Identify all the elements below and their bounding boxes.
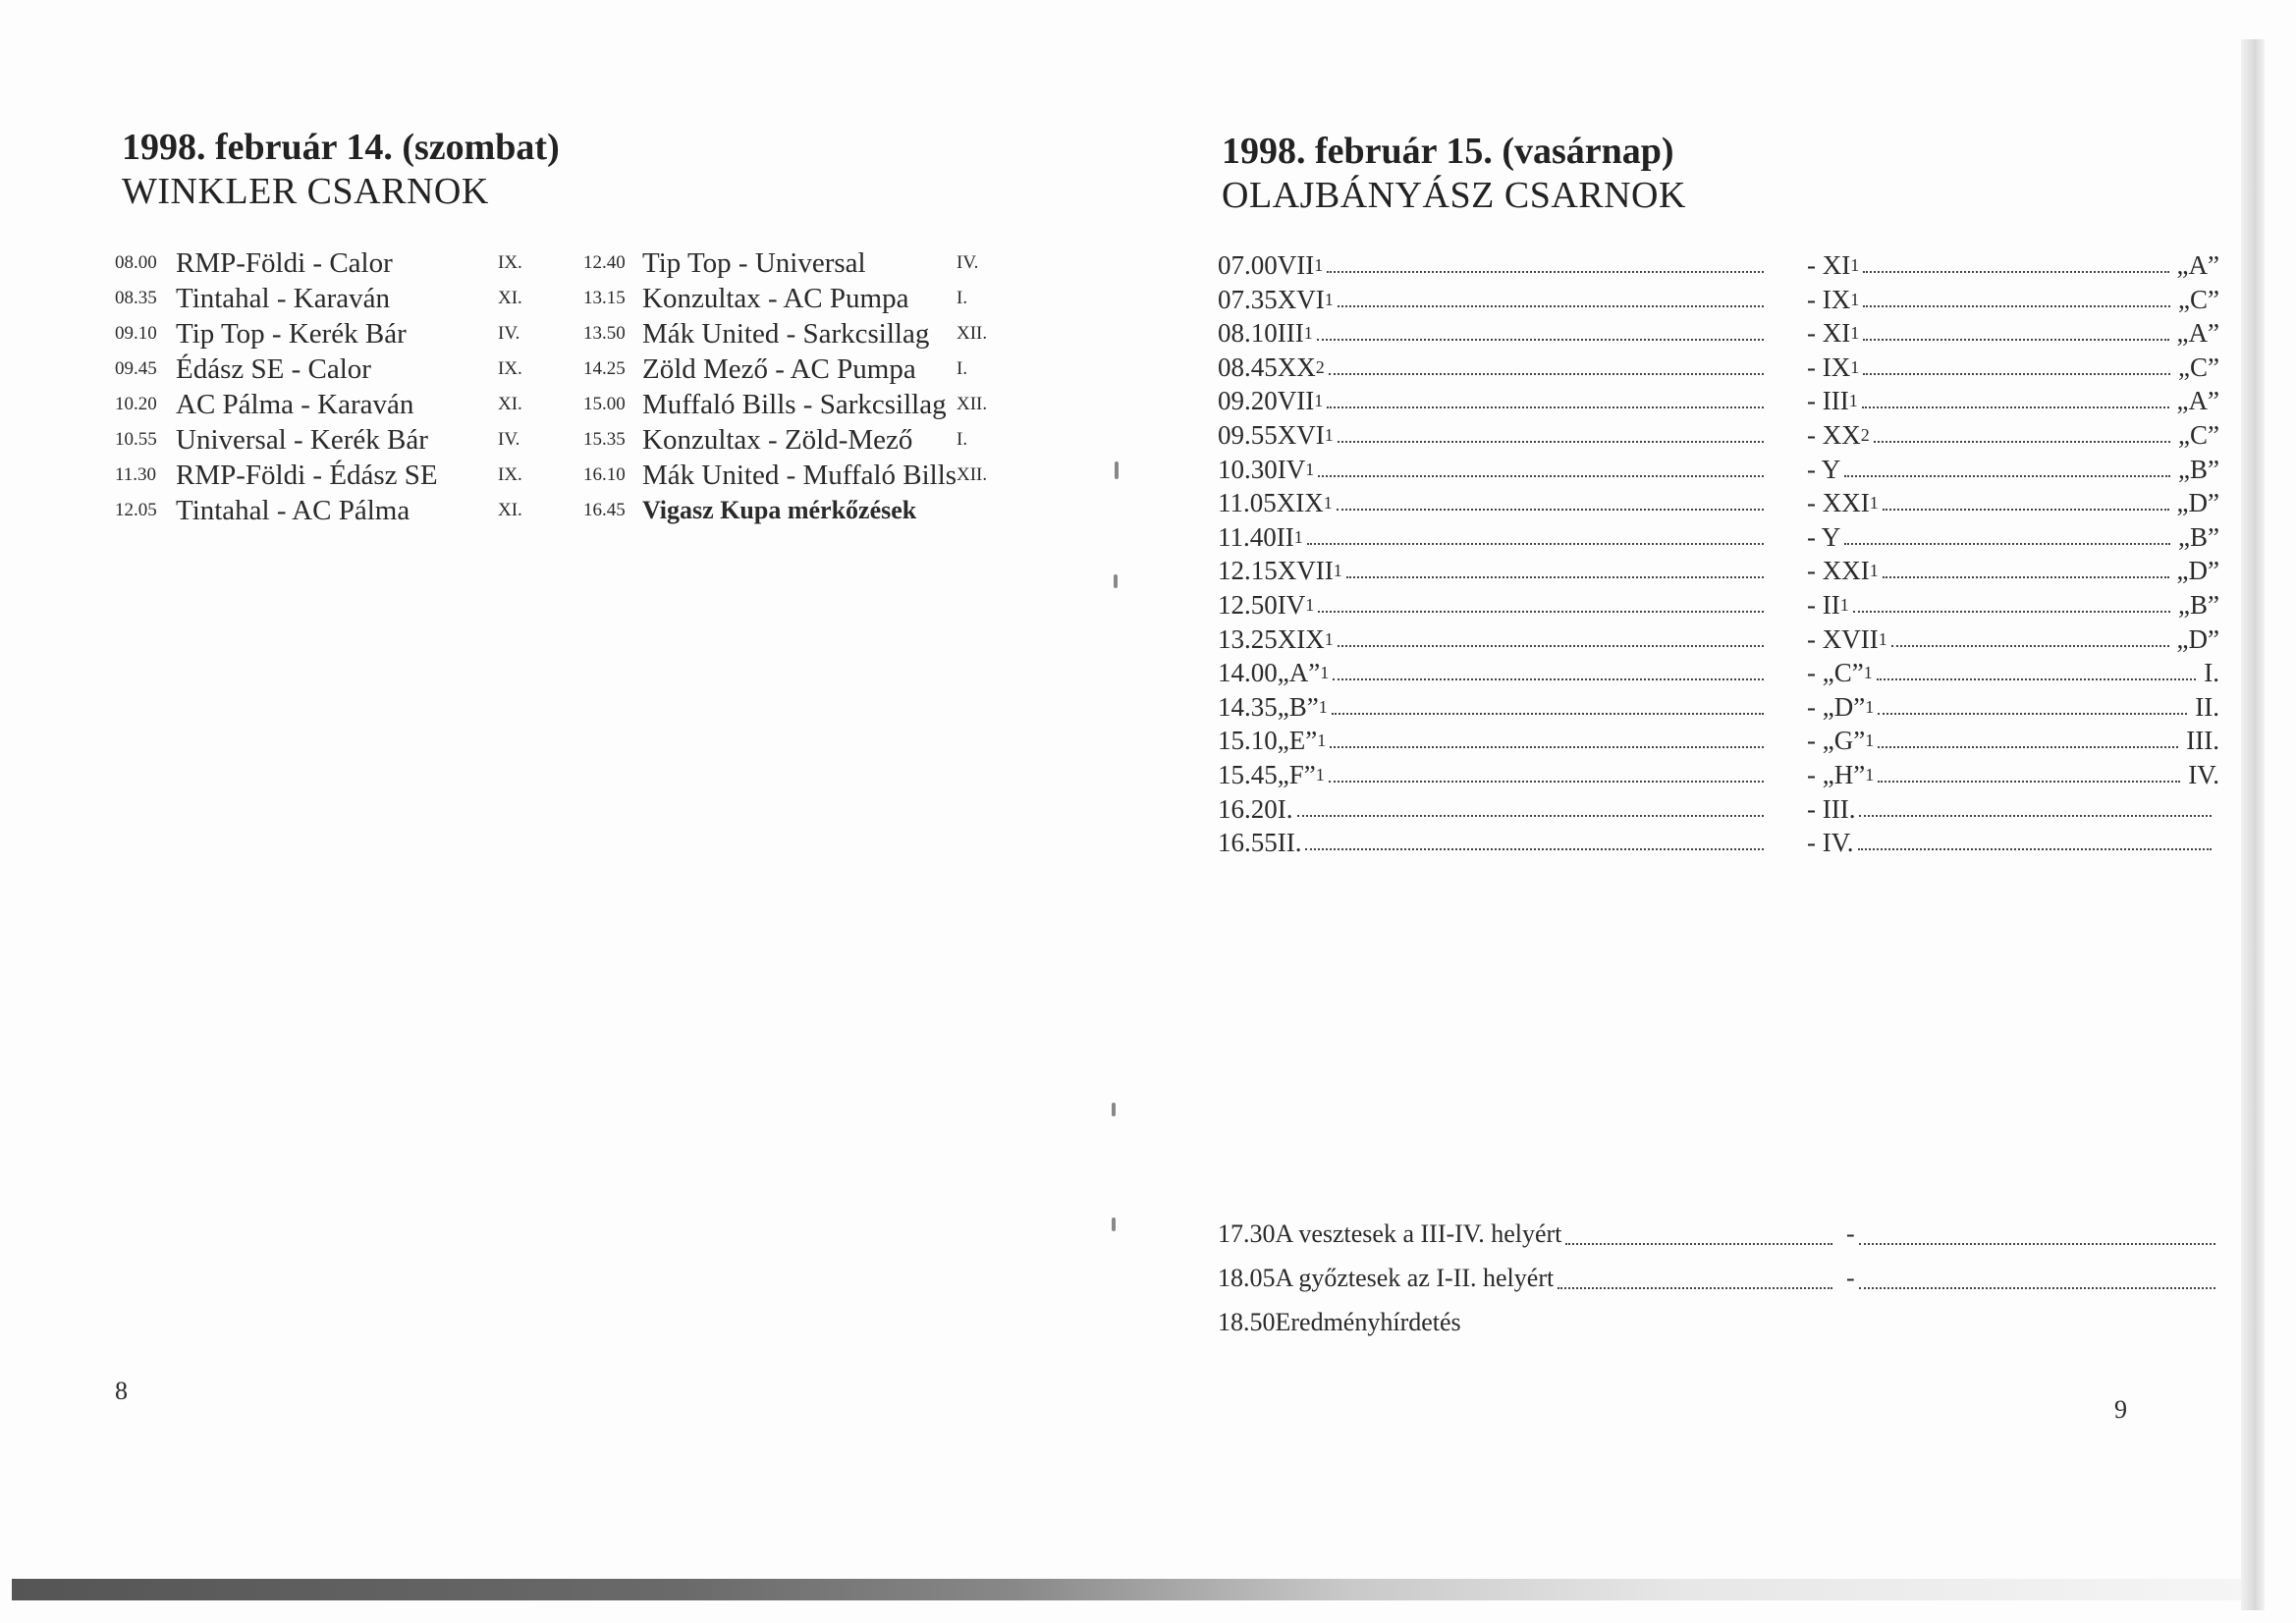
match-row (115, 387, 537, 422)
match-row (583, 493, 1015, 528)
final-row (1218, 1259, 2219, 1303)
away-team-index: 1 (1869, 493, 1879, 514)
match-home (1218, 758, 1768, 791)
away-team-index: 1 (1869, 561, 1879, 581)
match-time: 08.10 (1218, 318, 1278, 349)
match-away (1807, 384, 2219, 417)
dotted-leader (1337, 486, 1764, 511)
match-group: XI. (498, 394, 522, 414)
home-team-index: 1 (1324, 424, 1334, 445)
home-team: IV (1277, 454, 1306, 484)
match-teams: Konzultax - AC Pumpa (642, 283, 909, 314)
match-home (1218, 656, 1768, 689)
match-away (1807, 622, 2219, 656)
away-team: - III. (1807, 793, 1856, 824)
match-time: 09.55 (1218, 419, 1278, 450)
match-time: 12.15 (1218, 556, 1278, 586)
away-team: - „D” (1807, 691, 1866, 722)
match-group: IV. (957, 252, 979, 273)
match-teams: Mák United - Sarkcsillag (642, 318, 930, 350)
home-team: II (1276, 521, 1294, 552)
dotted-leader (1878, 758, 2180, 783)
match-row (1218, 520, 2219, 555)
match-time: 08.00 (115, 252, 157, 273)
final-result: - (1846, 1259, 2219, 1298)
match-group: II. (2195, 691, 2219, 722)
match-group: IX. (498, 358, 522, 379)
left-page (0, 0, 1110, 1571)
match-home (1218, 826, 1768, 859)
home-team-index: 1 (1314, 255, 1324, 275)
match-away (1807, 351, 2219, 384)
match-time: 09.20 (1218, 386, 1278, 416)
match-teams: RMP-Földi - Édász SE (176, 460, 438, 491)
away-team: - II (1807, 589, 1840, 620)
match-group: I. (957, 358, 968, 379)
final-row (1218, 1303, 2219, 1347)
match-time: 14.35 (1218, 691, 1278, 722)
dotted-leader (1891, 622, 2169, 647)
match-time: 09.10 (115, 323, 157, 344)
match-teams: Tintahal - Karaván (176, 283, 390, 314)
match-group: „C” (2178, 419, 2219, 450)
match-row (1218, 248, 2219, 283)
dotted-leader (1863, 248, 2168, 273)
match-time: 10.30 (1218, 454, 1278, 484)
match-group: XI. (498, 288, 522, 308)
dotted-leader (1844, 520, 2170, 545)
dotted-leader (1327, 248, 1764, 273)
away-team-index: 1 (1865, 730, 1875, 751)
home-team-index: 1 (1314, 391, 1324, 411)
match-group: „B” (2178, 589, 2219, 620)
match-home (1218, 316, 1768, 350)
home-team-index: 1 (1303, 323, 1313, 344)
match-time: 16.10 (583, 464, 626, 485)
away-team-index: 1 (1865, 696, 1875, 717)
match-time: 11.30 (115, 464, 157, 485)
match-home (1218, 384, 1768, 417)
match-home (1218, 724, 1768, 757)
match-group: „B” (2178, 521, 2219, 552)
home-team: XVI (1277, 284, 1325, 314)
home-team: XVII (1277, 556, 1334, 586)
match-row (1218, 792, 2219, 827)
match-row (583, 387, 1015, 422)
match-row (1218, 622, 2219, 657)
away-team: - „H” (1807, 759, 1866, 789)
match-row (1218, 588, 2219, 622)
home-team: XX (1277, 352, 1316, 382)
dotted-leader (1565, 1215, 1832, 1245)
match-row (115, 281, 537, 316)
dotted-leader (1883, 554, 2169, 578)
match-row (1218, 656, 2219, 690)
match-away (1807, 588, 2219, 622)
match-time: 11.05 (1218, 488, 1277, 518)
home-team-index: 1 (1318, 696, 1328, 717)
match-away (1807, 724, 2219, 757)
match-row (115, 458, 537, 493)
match-teams: Édász SE - Calor (176, 353, 371, 385)
match-away (1807, 248, 2219, 282)
match-home (1218, 486, 1768, 519)
match-teams: Mák United - Muffaló Bills (642, 460, 957, 491)
dotted-leader (1883, 486, 2169, 511)
match-group: XII. (957, 464, 988, 485)
final-desc (1218, 1303, 1836, 1342)
dotted-leader (1329, 351, 1764, 375)
home-team: XVI (1277, 419, 1325, 450)
final-time: 18.50 (1218, 1308, 1276, 1336)
match-group: „D” (2176, 623, 2219, 654)
match-group: IV. (498, 429, 520, 450)
match-teams: Vigasz Kupa mérkőzések (642, 496, 917, 524)
final-text: A vesztesek a III-IV. helyért (1275, 1219, 1562, 1248)
home-team-index: 1 (1324, 289, 1334, 309)
match-time: 15.45 (1218, 759, 1278, 789)
dotted-leader (1878, 690, 2187, 715)
right-page (1110, 0, 2241, 1571)
match-row (1218, 384, 2219, 418)
away-team: - IX (1807, 352, 1851, 382)
final-result: - (1846, 1215, 2219, 1254)
final-text: A győztesek az I-II. helyért (1275, 1264, 1555, 1292)
away-team-index: 1 (1850, 323, 1860, 344)
match-group: IV. (498, 323, 520, 344)
away-team: - XXI (1807, 556, 1870, 586)
home-team-index: 2 (1315, 356, 1325, 377)
match-group: IV. (2188, 759, 2219, 789)
dotted-leader (1858, 826, 2212, 850)
match-home (1218, 588, 1768, 622)
match-group: XII. (957, 394, 988, 414)
away-team: - XI (1807, 250, 1851, 280)
away-team: - XX (1807, 419, 1861, 450)
away-team: - XXI (1807, 488, 1870, 518)
match-group: „A” (2176, 250, 2219, 280)
home-team-index: 1 (1293, 526, 1303, 547)
match-home (1218, 283, 1768, 316)
match-row (583, 316, 1015, 352)
match-away (1807, 316, 2219, 350)
dotted-leader (1844, 453, 2170, 477)
match-group: I. (957, 288, 968, 308)
match-home (1218, 418, 1768, 452)
match-time: 07.35 (1218, 284, 1278, 314)
home-team-index: 1 (1324, 628, 1334, 649)
match-time: 10.55 (115, 429, 157, 450)
match-row (1218, 758, 2219, 792)
away-team-index: 1 (1865, 764, 1875, 784)
dotted-leader (1863, 351, 2170, 375)
dotted-leader (1862, 384, 2169, 408)
home-team: „B” (1277, 691, 1319, 722)
home-team: II. (1277, 828, 1302, 858)
match-group: I. (957, 429, 968, 450)
dotted-leader (1327, 384, 1764, 408)
dotted-leader (1318, 453, 1764, 477)
match-row (115, 422, 537, 458)
match-home (1218, 792, 1768, 826)
away-team-index: 1 (1850, 255, 1860, 275)
away-team: - IV. (1807, 828, 1854, 858)
match-away (1807, 283, 2219, 316)
match-away (1807, 554, 2219, 587)
match-time: 09.45 (115, 358, 157, 379)
home-team: „E” (1277, 726, 1318, 756)
match-row (1218, 826, 2219, 860)
dotted-leader (1305, 826, 1764, 850)
match-time: 16.20 (1218, 793, 1278, 824)
match-group: „B” (2178, 454, 2219, 484)
final-time: 17.30 (1218, 1219, 1276, 1248)
match-row (1218, 554, 2219, 588)
match-home (1218, 453, 1768, 486)
match-time: 12.50 (1218, 589, 1278, 620)
match-teams: Muffaló Bills - Sarkcsillag (642, 389, 947, 420)
away-team-index: 1 (1878, 628, 1887, 649)
away-team: - „C” (1807, 658, 1864, 688)
match-group: XI. (498, 500, 522, 520)
match-home (1218, 351, 1768, 384)
match-away (1807, 758, 2219, 791)
schedule-column-1 (115, 245, 537, 528)
final-row (1218, 1215, 2219, 1259)
home-team-index: 1 (1305, 459, 1315, 479)
match-group: III. (2186, 726, 2219, 756)
match-time: 15.10 (1218, 726, 1278, 756)
match-time: 15.00 (583, 394, 626, 414)
home-team: I. (1277, 793, 1293, 824)
schedule-column-2 (583, 245, 1015, 528)
match-row (583, 245, 1015, 281)
match-time: 16.45 (583, 500, 626, 520)
match-group: I. (2204, 658, 2219, 688)
dotted-leader (1346, 554, 1764, 578)
match-row (1218, 486, 2219, 520)
match-away (1807, 453, 2219, 486)
match-group: IX. (498, 464, 522, 485)
dotted-leader (1338, 418, 1764, 443)
match-row (1218, 453, 2219, 487)
match-group: „A” (2176, 318, 2219, 349)
match-row (1218, 724, 2219, 758)
match-time: 08.45 (1218, 352, 1278, 382)
match-row (115, 352, 537, 387)
dotted-leader (1877, 656, 2197, 680)
match-time: 13.50 (583, 323, 626, 344)
match-teams: Zöld Mező - AC Pumpa (642, 353, 916, 385)
home-team: XIX (1277, 623, 1325, 654)
match-time: 12.40 (583, 252, 626, 273)
final-time: 18.05 (1218, 1264, 1276, 1292)
page-number-left: 8 (115, 1377, 128, 1405)
match-time: 07.00 (1218, 250, 1278, 280)
home-team: XIX (1276, 488, 1324, 518)
away-team: - XI (1807, 318, 1851, 349)
dotted-leader (1878, 724, 2178, 748)
dotted-leader (1297, 792, 1765, 817)
right-page-hall: OLAJBÁNYÁSZ CSARNOK (1222, 175, 1686, 216)
dotted-leader (1330, 724, 1764, 748)
dotted-leader (1863, 316, 2168, 341)
dotted-leader (1859, 1259, 2215, 1289)
home-team: IV (1277, 589, 1306, 620)
match-away (1807, 520, 2219, 554)
match-time: 12.05 (115, 500, 157, 520)
home-team-index: 1 (1305, 594, 1315, 615)
match-group (2215, 826, 2219, 859)
match-time: 13.25 (1218, 623, 1278, 654)
match-group (2215, 792, 2219, 826)
match-home (1218, 520, 1768, 554)
match-teams: Tintahal - AC Pálma (176, 495, 410, 526)
match-away (1807, 826, 2219, 859)
dotted-leader (1333, 656, 1764, 680)
match-away (1807, 690, 2219, 724)
dotted-leader (1332, 690, 1764, 715)
match-home (1218, 622, 1768, 656)
match-teams: AC Pálma - Karaván (176, 389, 414, 420)
away-team-index: 1 (1850, 289, 1860, 309)
match-row (1218, 690, 2219, 725)
dotted-leader (1329, 758, 1764, 783)
match-time: 15.35 (583, 429, 626, 450)
page-edge-shadow (2241, 39, 2265, 1610)
home-team: VII (1277, 386, 1315, 416)
match-away (1807, 656, 2219, 689)
match-row (583, 422, 1015, 458)
match-row (1218, 316, 2219, 351)
home-team-index: 1 (1317, 730, 1327, 751)
match-teams: Tip Top - Universal (642, 247, 866, 279)
dotted-leader (1318, 588, 1764, 613)
page-number-right: 9 (2114, 1395, 2127, 1424)
away-team: - XVII (1807, 623, 1879, 654)
dotted-leader (1859, 1215, 2215, 1245)
match-time: 08.35 (115, 288, 157, 308)
away-team-index: 2 (1860, 424, 1870, 445)
binding-shadow (12, 1579, 2241, 1600)
dotted-leader (1317, 316, 1764, 341)
sunday-schedule (1218, 248, 2219, 860)
away-team-index: 1 (1863, 663, 1873, 683)
home-team: „F” (1277, 759, 1316, 789)
away-team: - Y (1807, 521, 1841, 552)
match-time: 11.40 (1218, 521, 1277, 552)
match-row (1218, 351, 2219, 385)
match-away (1807, 486, 2219, 519)
match-row (1218, 283, 2219, 317)
home-team: III (1277, 318, 1304, 349)
match-time: 14.00 (1218, 658, 1278, 688)
match-row (583, 458, 1015, 493)
away-team-index: 1 (1850, 356, 1860, 377)
match-home (1218, 690, 1768, 724)
match-teams: RMP-Földi - Calor (176, 247, 393, 279)
home-team-index: 1 (1323, 493, 1333, 514)
dotted-leader (1338, 283, 1764, 307)
match-teams: Universal - Kerék Bár (176, 424, 428, 456)
away-team-index: 1 (1848, 391, 1858, 411)
right-page-heading (1222, 130, 1686, 218)
home-team-index: 1 (1315, 764, 1325, 784)
left-page-heading (122, 126, 560, 214)
match-group: XII. (957, 323, 988, 344)
match-time: 16.55 (1218, 828, 1278, 858)
dotted-leader (1859, 792, 2212, 817)
home-team-index: 1 (1320, 663, 1330, 683)
final-text: Eredményhírdetés (1275, 1308, 1461, 1336)
match-group: „D” (2176, 488, 2219, 518)
match-row (583, 352, 1015, 387)
dotted-leader (1874, 418, 2170, 443)
match-home (1218, 248, 1768, 282)
match-home (1218, 554, 1768, 587)
home-team: „A” (1277, 658, 1321, 688)
away-team-index: 1 (1839, 594, 1849, 615)
match-away (1807, 418, 2219, 452)
home-team: VII (1277, 250, 1315, 280)
match-row (1218, 418, 2219, 453)
match-row (115, 493, 537, 528)
away-team: - Y (1807, 454, 1841, 484)
match-row (115, 316, 537, 352)
match-group: „C” (2178, 284, 2219, 314)
match-row (115, 245, 537, 281)
dotted-leader (1338, 622, 1764, 647)
away-team: - „G” (1807, 726, 1866, 756)
right-page-date: 1998. február 15. (vasárnap) (1222, 131, 1674, 172)
match-group: „A” (2176, 386, 2219, 416)
dotted-leader (1863, 283, 2170, 307)
away-team: - III (1807, 386, 1849, 416)
dotted-leader (1307, 520, 1764, 545)
match-teams: Tip Top - Kerék Bár (176, 318, 407, 350)
match-group: IX. (498, 252, 522, 273)
dotted-leader (1853, 588, 2170, 613)
match-teams: Konzultax - Zöld-Mező (642, 424, 913, 456)
dotted-leader (1558, 1259, 1832, 1289)
left-page-date: 1998. február 14. (szombat) (122, 127, 560, 168)
match-time: 14.25 (583, 358, 626, 379)
match-time: 10.20 (115, 394, 157, 414)
match-time: 13.15 (583, 288, 626, 308)
away-team: - IX (1807, 284, 1851, 314)
match-group: „D” (2176, 556, 2219, 586)
finals-schedule (1218, 1215, 2219, 1347)
left-page-hall: WINKLER CSARNOK (122, 171, 489, 212)
match-away (1807, 792, 2219, 826)
home-team-index: 1 (1333, 561, 1342, 581)
match-row (583, 281, 1015, 316)
match-group: „C” (2178, 352, 2219, 382)
final-desc (1218, 1215, 1836, 1254)
final-desc (1218, 1259, 1836, 1298)
